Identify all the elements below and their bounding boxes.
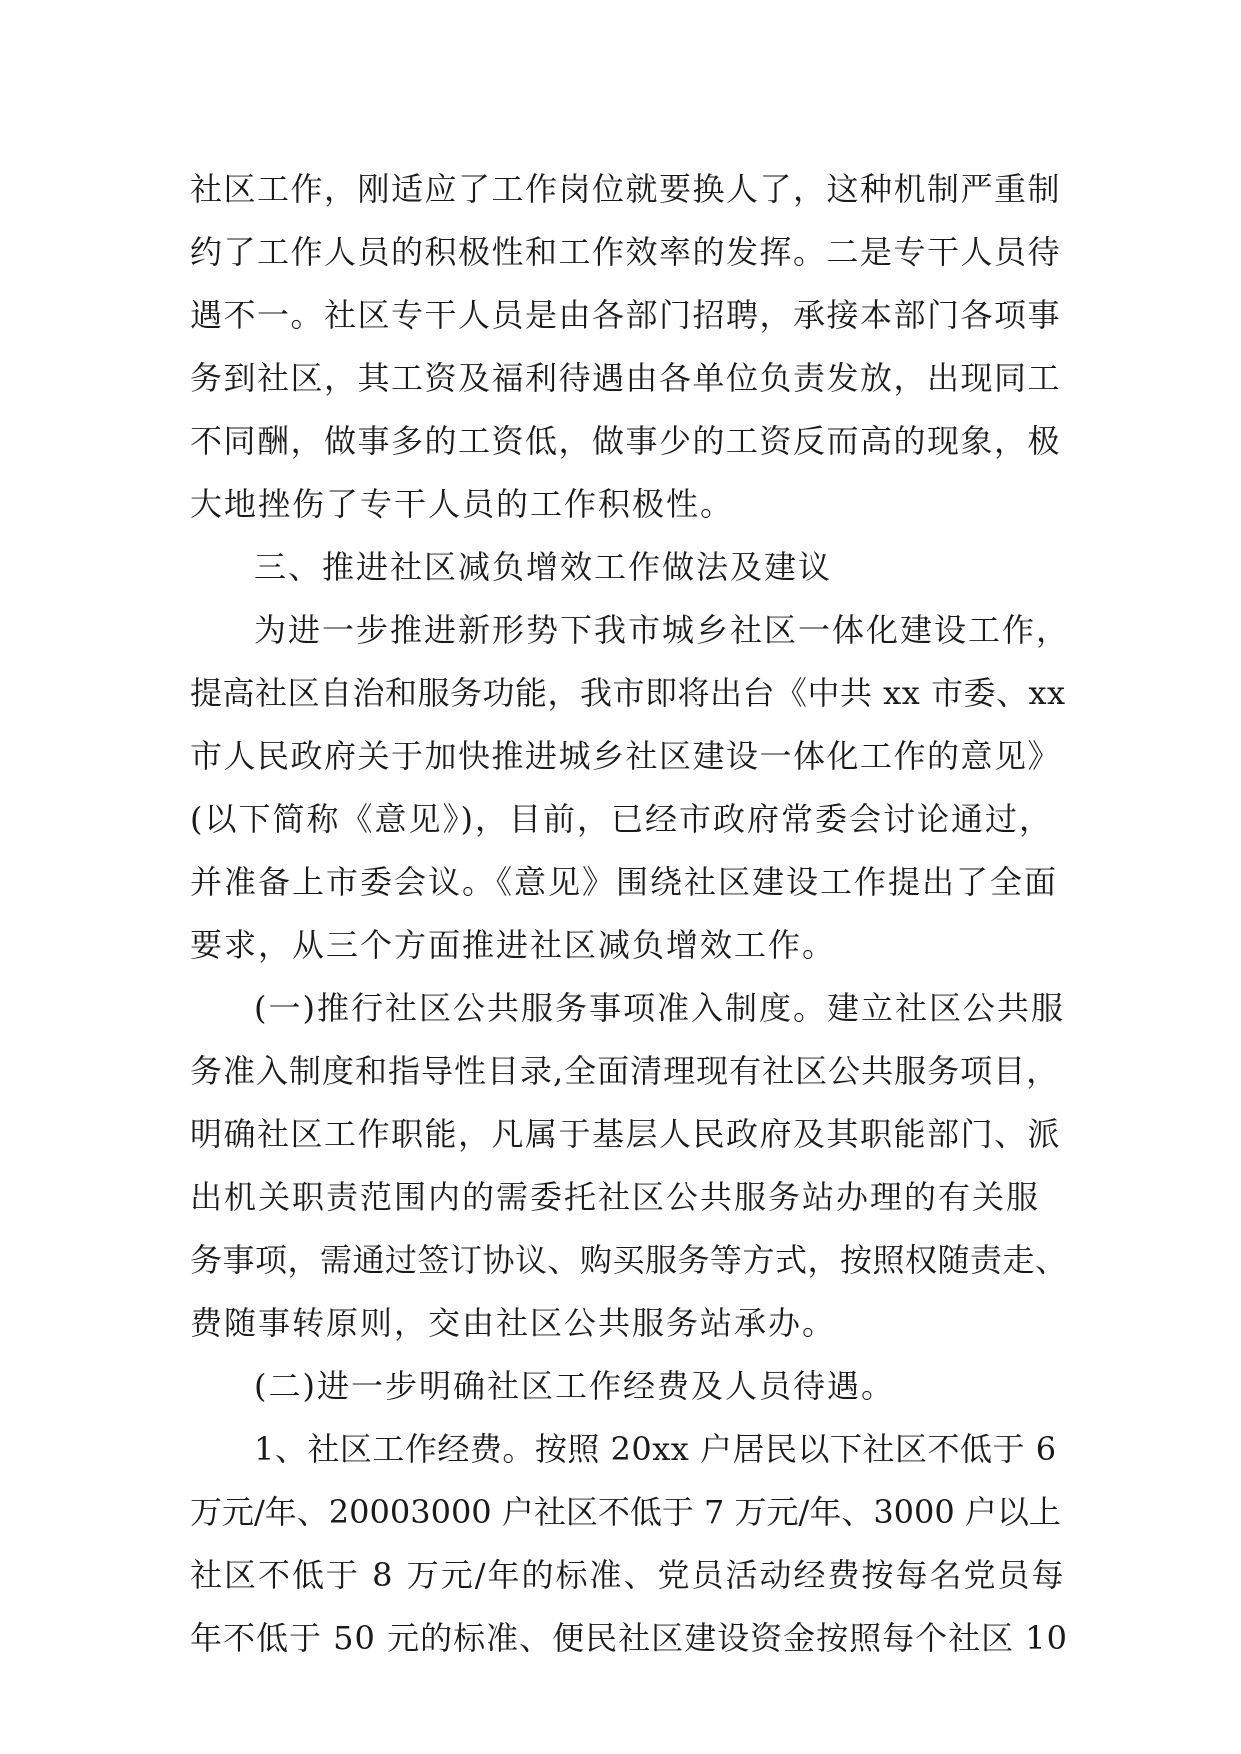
text-line-9: 提高社区自治和服务功能，我市即将出台《中共 xx 市委、xx xyxy=(190,674,1066,712)
text-line-24: 年不低于 50 元的标准、便民社区建设资金按照每个社区 10 xyxy=(190,1619,1068,1657)
text-line-12: 并准备上市委会议。《意见》围绕社区建设工作提出了全面 xyxy=(190,863,1059,901)
text-line-15: 务准入制度和指导性目录,全面清理现有社区公共服务项目， xyxy=(190,1052,1060,1090)
text-line-10: 市人民政府关于加快推进城乡社区建设一体化工作的意见》 xyxy=(190,737,1062,775)
subsection-heading-1: (一)推行社区公共服务事项准入制度。建立社区公共服 xyxy=(254,989,1065,1027)
text-line-22: 万元/年、20003000 户社区不低于 7 万元/年、3000 户以上 xyxy=(190,1493,1061,1531)
text-line-17: 出机关职责范围内的需委托社区公共服务站办理的有关服 xyxy=(190,1178,1041,1216)
subsection-heading-2: (二)进一步明确社区工作经费及人员待遇。 xyxy=(254,1367,895,1405)
text-line-13: 要求，从三个方面推进社区减负增效工作。 xyxy=(190,926,837,964)
text-line-16: 明确社区工作职能，凡属于基层人民政府及其职能部门、派 xyxy=(190,1115,1062,1153)
text-line-5: 不同酬，做事多的工资低，做事少的工资反而高的现象，极 xyxy=(190,422,1062,460)
text-line-8: 为进一步推进新形势下我市城乡社区一体化建设工作， xyxy=(254,611,1071,649)
text-line-11: (以下简称《意见》)，目前，已经市政府常委会讨论通过， xyxy=(190,800,1053,838)
document-body xyxy=(190,158,1070,1670)
text-line-21: 1、社区工作经费。按照 20xx 户居民以下社区不低于 6 xyxy=(254,1430,1057,1468)
text-line-18: 务事项，需通过签订协议、购买服务等方式，按照权随责走、 xyxy=(190,1241,1068,1279)
text-line-3: 遇不一。社区专干人员是由各部门招聘，承接本部门各项事 xyxy=(190,296,1062,334)
text-line-19: 费随事转原则，交由社区公共服务站承办。 xyxy=(190,1304,837,1342)
text-line-4: 务到社区，其工资及福利待遇由各单位负责发放，出现同工 xyxy=(190,359,1062,397)
section-heading: 三、推进社区减负增效工作做法及建议 xyxy=(254,548,833,586)
text-line-23: 社区不低于 8 万元/年的标准、党员活动经费按每名党员每 xyxy=(190,1556,1066,1594)
text-line-2: 约了工作人员的积极性和工作效率的发挥。二是专干人员待 xyxy=(190,233,1062,271)
text-line-6: 大地挫伤了专干人员的工作积极性。 xyxy=(190,485,735,523)
text-line-1: 社区工作，刚适应了工作岗位就要换人了，这种机制严重制 xyxy=(190,170,1062,208)
